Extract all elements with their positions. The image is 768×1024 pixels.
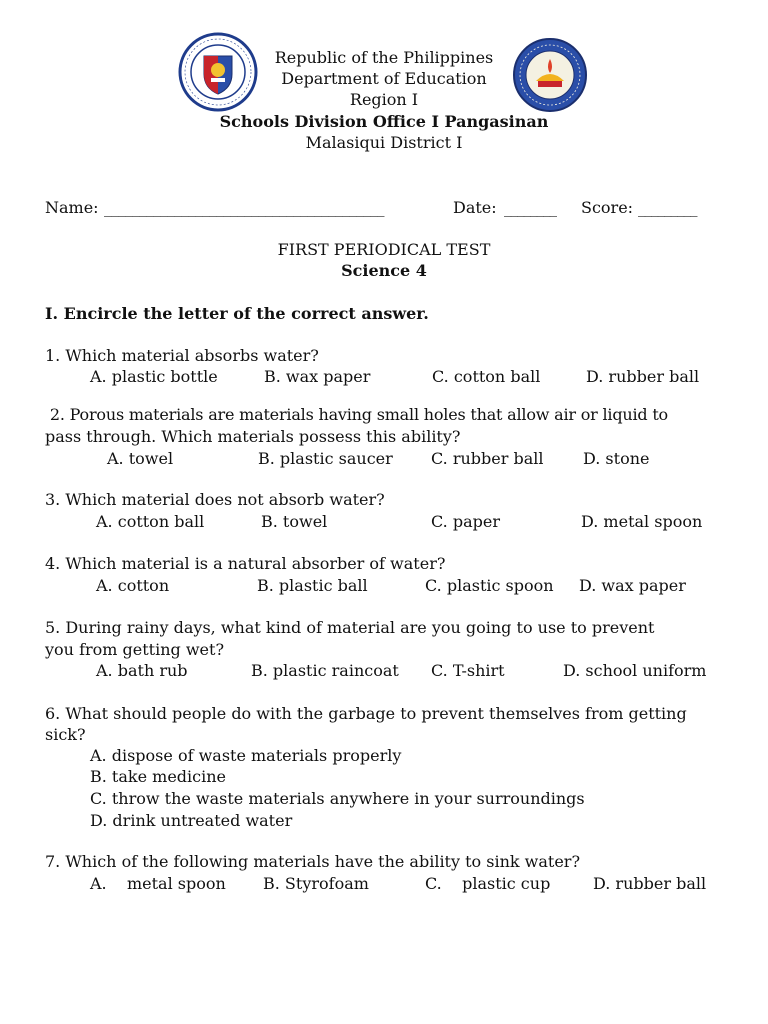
question-2-text-line-2: pass through. Which materials possess this ability? xyxy=(45,427,461,446)
section-instruction: I. Encircle the letter of the correct answer. xyxy=(45,304,429,323)
question-5-choice-a[interactable]: A. bath rub xyxy=(96,661,188,680)
question-2-choice-c[interactable]: C. rubber ball xyxy=(431,449,544,468)
date-blank[interactable]: ________ xyxy=(504,199,556,217)
question-5-choice-d[interactable]: D. school uniform xyxy=(563,661,707,680)
header-division-office: Schools Division Office I Pangasinan xyxy=(219,112,549,131)
question-7-choice-d[interactable]: D. rubber ball xyxy=(593,874,707,893)
score-label: Score: xyxy=(581,198,634,217)
score-blank[interactable]: _________ xyxy=(638,199,697,217)
question-5-choice-b[interactable]: B. plastic raincoat xyxy=(251,661,399,680)
question-4-choice-b[interactable]: B. plastic ball xyxy=(257,576,368,595)
test-subject: Science 4 xyxy=(341,261,427,280)
header-region: Region I xyxy=(349,90,419,109)
question-6-choice-a[interactable]: A. dispose of waste materials properly xyxy=(90,746,402,765)
question-2-choice-d[interactable]: D. stone xyxy=(583,449,650,468)
question-2-choice-a[interactable]: A. towel xyxy=(107,449,174,468)
header-district: Malasiqui District I xyxy=(305,133,463,152)
question-7-text: 7. Which of the following materials have the ability to sink water? xyxy=(45,852,581,871)
question-6-text-line-2: sick? xyxy=(45,725,86,744)
header-republic: Republic of the Philippines xyxy=(274,48,494,67)
question-5-text-line-1: 5. During rainy days, what kind of material are you going to use to prevent xyxy=(45,618,655,637)
question-3-choice-d[interactable]: D. metal spoon xyxy=(581,512,703,531)
question-6-choice-d[interactable]: D. drink untreated water xyxy=(90,811,293,830)
question-6-text-line-1: 6. What should people do with the garbage to prevent themselves from getting xyxy=(45,704,687,723)
question-1-choice-a[interactable]: A. plastic bottle xyxy=(90,367,218,386)
question-3-choice-c[interactable]: C. paper xyxy=(431,512,500,531)
question-1-choice-c[interactable]: C. cotton ball xyxy=(432,367,541,386)
question-4-choice-a[interactable]: A. cotton xyxy=(96,576,170,595)
question-2-choice-b[interactable]: B. plastic saucer xyxy=(258,449,393,468)
name-label: Name: xyxy=(45,198,99,217)
question-1-text: 1. Which material absorbs water? xyxy=(45,346,319,365)
header-department: Department of Education xyxy=(281,69,487,88)
question-7-choice-b[interactable]: B. Styrofoam xyxy=(263,874,369,893)
question-3-text: 3. Which material does not absorb water? xyxy=(45,490,385,509)
question-3-choice-b[interactable]: B. towel xyxy=(261,512,328,531)
test-title: FIRST PERIODICAL TEST xyxy=(277,240,491,259)
question-5-choice-c[interactable]: C. T-shirt xyxy=(431,661,505,680)
question-5-text-line-2: you from getting wet? xyxy=(45,640,225,659)
question-4-choice-d[interactable]: D. wax paper xyxy=(579,576,686,595)
question-4-choice-c[interactable]: C. plastic spoon xyxy=(425,576,554,595)
question-3-choice-a[interactable]: A. cotton ball xyxy=(96,512,205,531)
question-6-choice-c[interactable]: C. throw the waste materials anywhere in your surroundings xyxy=(90,789,585,808)
question-7-choice-a[interactable]: A. metal spoon xyxy=(90,874,226,893)
date-label: Date: xyxy=(453,198,497,217)
question-7-choice-c[interactable]: C. plastic cup xyxy=(425,874,551,893)
name-blank[interactable]: ________________________________________ xyxy=(104,199,384,217)
question-4-text: 4. Which material is a natural absorber of water? xyxy=(45,554,446,573)
question-6-choice-b[interactable]: B. take medicine xyxy=(90,767,226,786)
question-1-choice-b[interactable]: B. wax paper xyxy=(264,367,371,386)
question-2-text-line-1: 2. Porous materials are materials having small holes that allow air or liquid to xyxy=(45,405,668,424)
question-1-choice-d[interactable]: D. rubber ball xyxy=(586,367,700,386)
